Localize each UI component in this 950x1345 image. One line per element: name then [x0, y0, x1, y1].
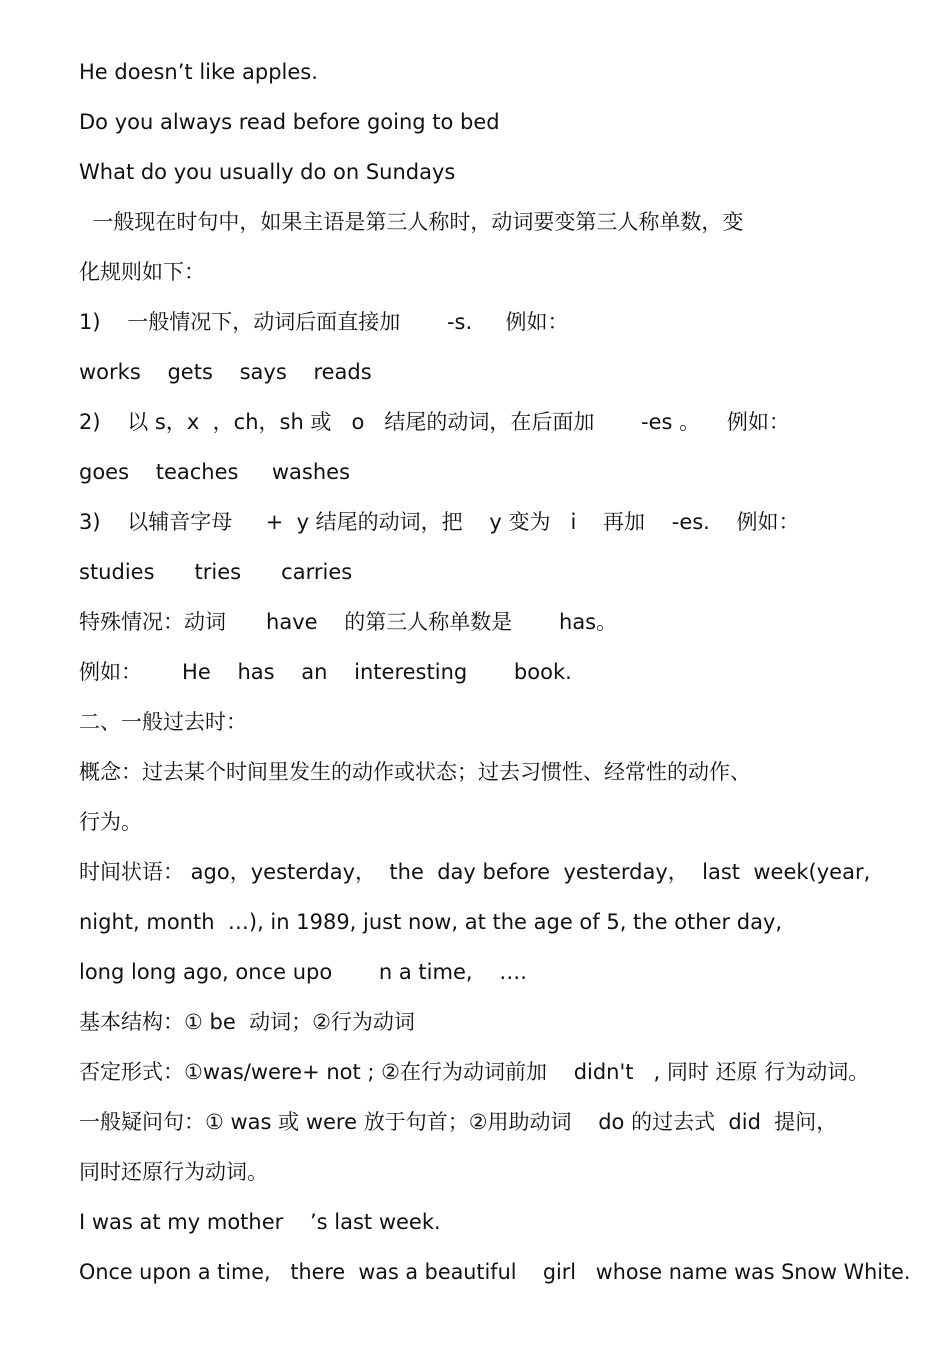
text-line: 一般疑问句：① was 或 were 放于句首；②用助动词 do 的过去式 did 提问， — [79, 1110, 838, 1134]
example-line: 例如： He has an interesting book. — [79, 660, 572, 684]
text-line: 一般现在时句中，如果主语是第三人称时，动词要变第三人称单数，变 — [79, 210, 744, 234]
text-line: What do you usually do on Sundays — [79, 160, 456, 184]
example-line: works gets says reads — [79, 360, 372, 384]
text-line: 特殊情况：动词 have 的第三人称单数是 has。 — [79, 610, 618, 634]
example-line: goes teaches washes — [79, 460, 351, 484]
text-line: He doesn’t like apples. — [79, 60, 318, 84]
text-line: 基本结构：① be 动词；②行为动词 — [79, 1010, 415, 1034]
text-line: 化规则如下： — [79, 260, 205, 284]
text-line: night, month …), in 1989, just now, at the age of 5, the other day, — [79, 910, 783, 934]
example-line: studies tries carries — [79, 560, 353, 584]
section-heading: 二、一般过去时： — [79, 710, 247, 734]
text-line: 同时还原行为动词。 — [79, 1160, 268, 1184]
text-line: 否定形式：①was/were+ not ; ②在行为动词前加 didn't , 同时 还原 行为动词。 — [79, 1060, 870, 1084]
text-line: 时间状语： ago，yesterday， the day before yesterday， last week(year, — [79, 860, 871, 884]
rule-item: 3) 以辅音字母 + y 结尾的动词，把 y 变为 i 再加 -es. 例如： — [79, 510, 800, 534]
rule-item: 2) 以 s，x ，ch，sh 或 o 结尾的动词，在后面加 -es 。 例如： — [79, 410, 790, 434]
text-line: 概念：过去某个时间里发生的动作或状态；过去习惯性、经常性的动作、 — [79, 760, 751, 784]
text-line: Do you always read before going to bed — [79, 110, 500, 134]
example-line: I was at my mother ’s last week. — [79, 1210, 441, 1234]
rule-item: 1) 一般情况下，动词后面直接加 -s. 例如： — [79, 310, 569, 334]
text-line: 行为。 — [79, 810, 142, 834]
text-line: long long ago, once upo n a time, …. — [79, 960, 527, 984]
example-line: Once upon a time, there was a beautiful girl whose name was Snow White. — [79, 1260, 911, 1284]
